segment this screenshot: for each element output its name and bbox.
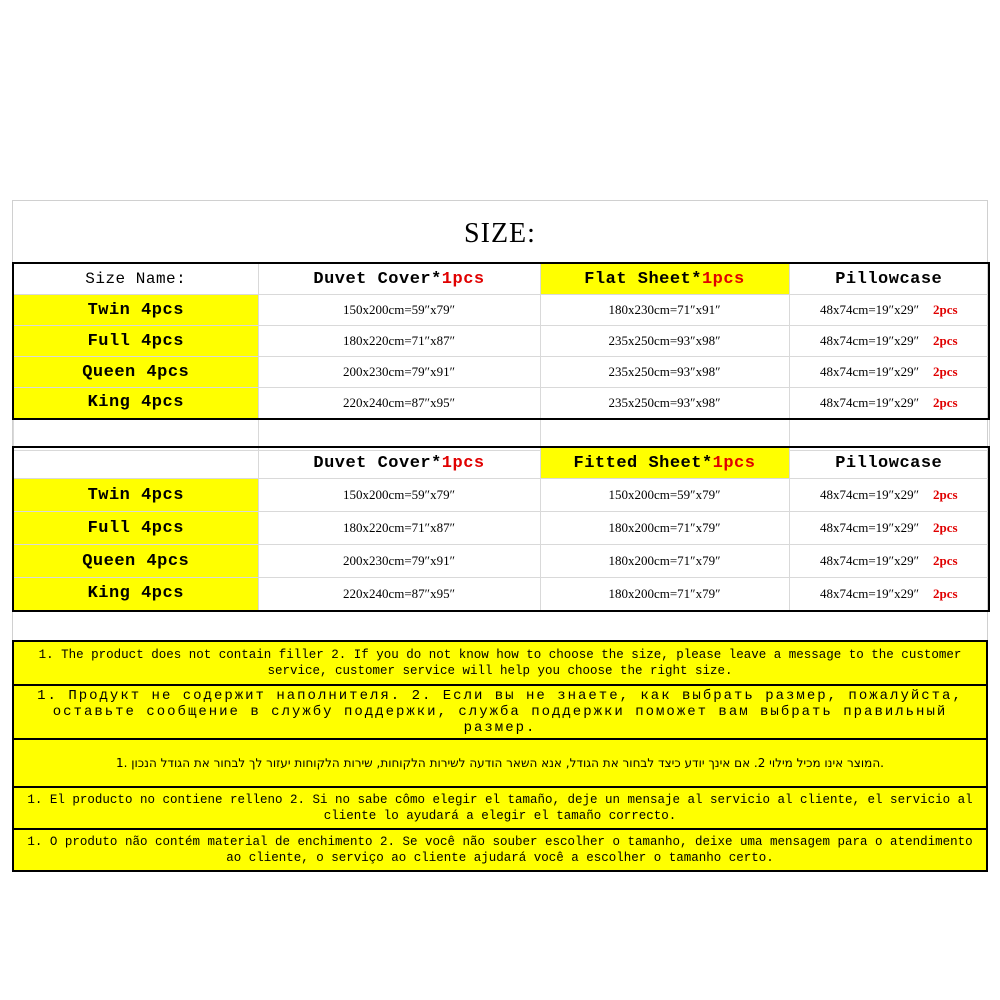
- pillow-dimension: 48x74cm=19″x29″: [819, 487, 919, 502]
- duvet-size: 180x220cm=71″x87″: [258, 326, 540, 357]
- table-row: [13, 295, 989, 326]
- header-duvet-cover: [258, 263, 540, 295]
- table-row: [13, 545, 989, 578]
- row-size-name: King 4pcs: [13, 388, 258, 419]
- row-size-name: Queen 4pcs: [13, 545, 258, 578]
- pillow-size: [789, 388, 989, 419]
- row-size-name: Twin 4pcs: [13, 479, 258, 512]
- row-size-name: Full 4pcs: [13, 512, 258, 545]
- table-row: [13, 326, 989, 357]
- pillow-qty: 2pcs: [932, 585, 958, 601]
- header-duvet-label: Duvet Cover*: [313, 453, 442, 473]
- header-sheet-qty: 1pcs: [701, 269, 745, 289]
- pillow-qty: 2pcs: [932, 302, 958, 317]
- sheet-size: 180x230cm=71″x91″: [540, 295, 789, 326]
- row-size-name: Full 4pcs: [13, 326, 258, 357]
- header-size-name: Size Name:: [13, 263, 258, 295]
- sheet-size: 180x200cm=71″x79″: [540, 545, 789, 578]
- note-russian: 1. Продукт не содержит наполнителя. 2. Если вы не знаете, как выбрать размер, пожалуйста, оставьте сообщение в службу поддержки, служба поддержки поможет вам выбрать правильный размер.: [13, 685, 987, 739]
- pillow-qty: 2pcs: [932, 520, 958, 535]
- duvet-size: 180x220cm=71″x87″: [258, 512, 540, 545]
- pillow-qty: 2pcs: [932, 487, 958, 502]
- header-pillowcase: [789, 263, 989, 295]
- note-english: 1. The product does not contain filler 2. If you do not know how to choose the size, please leave a message to the customer service, customer service will help you choose the right size.: [13, 641, 987, 685]
- pillow-dimension: 48x74cm=19″x29″: [819, 553, 919, 568]
- pillow-size: [789, 578, 989, 611]
- sheet-size: 150x200cm=59″x79″: [540, 479, 789, 512]
- table-row: [13, 357, 989, 388]
- header-sheet-label: Fitted Sheet*: [573, 453, 713, 473]
- note-spanish: 1. El producto no contiene relleno 2. Si no sabe cômo elegir el tamaño, deje un mensaje al servicio al cliente, el servicio al cliente lo ayudará a elegir el tamaño correcto.: [13, 787, 987, 829]
- pillow-size: [789, 479, 989, 512]
- header-duvet-label: Duvet Cover*: [313, 269, 442, 289]
- table-row: [13, 388, 989, 419]
- header-duvet-qty: 1pcs: [441, 453, 485, 473]
- duvet-size: 220x240cm=87″x95″: [258, 388, 540, 419]
- header-pillow-label: Pillowcase: [835, 453, 943, 473]
- header-flat-sheet: [540, 263, 789, 295]
- duvet-size: 200x230cm=79″x91″: [258, 357, 540, 388]
- header-duvet-qty: 1pcs: [441, 269, 485, 289]
- pillow-size: [789, 295, 989, 326]
- pillow-dimension: 48x74cm=19″x29″: [819, 302, 919, 317]
- sheet-size: 180x200cm=71″x79″: [540, 578, 789, 611]
- sheet-size: 235x250cm=93″x98″: [540, 388, 789, 419]
- sheet-size: 235x250cm=93″x98″: [540, 326, 789, 357]
- pillow-size: [789, 512, 989, 545]
- size-table-fitted-sheet: [12, 446, 990, 612]
- pillow-size: [789, 545, 989, 578]
- notes-table: [12, 640, 988, 872]
- page-title: SIZE:: [464, 218, 536, 249]
- header-fitted-sheet: [540, 447, 789, 479]
- header-duvet-cover: [258, 447, 540, 479]
- note-hebrew: 1. המוצר אינו מכיל מילוי 2. אם אינך יודע כיצד לבחור את הגודל, אנא השאר הודעה לשירות הלקוחות, שירות הלקוחות יעזור לך לבחור את הגודל הנכון.: [13, 739, 987, 787]
- table-row: [13, 479, 989, 512]
- row-size-name: Queen 4pcs: [13, 357, 258, 388]
- pillow-dimension: 48x74cm=19″x29″: [819, 394, 919, 410]
- pillow-qty: 2pcs: [932, 333, 958, 348]
- pillow-size: [789, 326, 989, 357]
- row-size-name: King 4pcs: [13, 578, 258, 611]
- pillow-dimension: 48x74cm=19″x29″: [819, 520, 919, 535]
- pillow-dimension: 48x74cm=19″x29″: [819, 585, 919, 601]
- header-pillowcase: [789, 447, 989, 479]
- header-empty: [13, 447, 258, 479]
- pillow-dimension: 48x74cm=19″x29″: [819, 333, 919, 348]
- header-pillow-label: Pillowcase: [835, 269, 943, 289]
- pillow-size: [789, 357, 989, 388]
- pillow-dimension: 48x74cm=19″x29″: [819, 364, 919, 379]
- pillow-qty: 2pcs: [932, 394, 958, 410]
- pillow-qty: 2pcs: [932, 364, 958, 379]
- note-portuguese: 1. O produto não contém material de enchimento 2. Se você não souber escolher o tamanho, deixe uma mensagem para o atendimento ao cliente, o serviço ao cliente ajudará você a escolher o tamanho certo.: [13, 829, 987, 871]
- duvet-size: 200x230cm=79″x91″: [258, 545, 540, 578]
- duvet-size: 150x200cm=59″x79″: [258, 479, 540, 512]
- table-row: [13, 512, 989, 545]
- header-sheet-qty: 1pcs: [712, 453, 756, 473]
- header-sheet-label: Flat Sheet*: [584, 269, 702, 289]
- row-size-name: Twin 4pcs: [13, 295, 258, 326]
- duvet-size: 220x240cm=87″x95″: [258, 578, 540, 611]
- size-table-flat-sheet: [12, 262, 990, 451]
- sheet-size: 235x250cm=93″x98″: [540, 357, 789, 388]
- pillow-qty: 2pcs: [932, 553, 958, 568]
- table-row: [13, 578, 989, 611]
- duvet-size: 150x200cm=59″x79″: [258, 295, 540, 326]
- sheet-size: 180x200cm=71″x79″: [540, 512, 789, 545]
